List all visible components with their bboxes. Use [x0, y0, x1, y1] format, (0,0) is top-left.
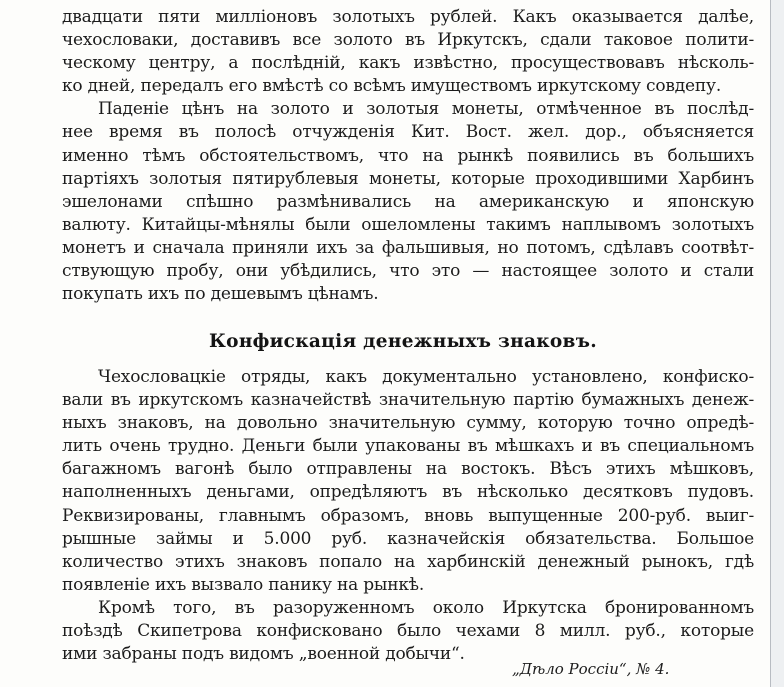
- scroll-gutter: [771, 0, 784, 687]
- text-line: рышные займы и 5.000 руб. казначейскія обязательства. Большое: [62, 528, 754, 549]
- text-line: эшелонами спѣшно размѣнивались на американскую и японскую: [62, 191, 754, 212]
- text-line: багажномъ вагонѣ было отправлены на востокъ. Вѣсъ этихъ мѣшковъ,: [62, 459, 754, 480]
- text-line: валюту. Китайцы-мѣнялы были ошеломлены такимъ наплывомъ золотыхъ: [62, 214, 754, 235]
- text-line: Кромѣ того, въ разоруженномъ около Иркутска бронированномъ: [98, 597, 754, 618]
- section-heading: Конфискація денежныхъ знаковъ.: [209, 331, 597, 352]
- text-line: монетъ и сначала приняли ихъ за фальшивыя, но потомъ, сдѣлавъ соотвѣт-: [62, 237, 754, 258]
- text-line: наполненныхъ деньгами, опредѣляютъ въ нѣсколько десятковъ пудовъ.: [62, 482, 754, 503]
- text-block-bottom: [62, 366, 754, 666]
- paragraph: [62, 366, 754, 597]
- text-line: покупать ихъ по дешевымъ цѣнамъ.: [62, 284, 379, 305]
- paragraph: [62, 597, 754, 666]
- text-line: двадцати пяти милліоновъ золотыхъ рублей. Какъ оказывается далѣе,: [62, 7, 754, 27]
- text-line: партіяхъ золотыя пятирублевыя монеты, которые проходившими Харбинъ: [62, 168, 754, 189]
- text-line: ствующую пробу, они убѣдились, что это — настоящее золото и стали: [62, 261, 754, 282]
- text-line: вали въ иркутскомъ казначействѣ значительную партію бумажныхъ денеж-: [62, 390, 754, 411]
- paragraph: [62, 6, 754, 98]
- text-line: нее время въ полосѣ отчужденія Кит. Вост. жел. дор., объясняется: [62, 122, 754, 143]
- text-line: появленіе ихъ вызвало панику на рынкѣ.: [62, 574, 425, 595]
- text-line: ческому центру, а послѣдній, какъ извѣстно, просуществовавъ нѣсколь-: [62, 53, 754, 74]
- text-line: ныхъ знаковъ, на довольно значительную сумму, которую точно опредѣ-: [62, 413, 754, 434]
- paragraph: [62, 98, 754, 306]
- text-line: ко дней, передалъ его вмѣстѣ со всѣмъ имуществомъ иркутскому совдепу.: [62, 76, 722, 97]
- text-line: Чехословацкіе отряды, какъ документально установлено, конфиско-: [98, 367, 754, 387]
- text-line: лить очень трудно. Деньги были упакованы въ мѣшкахъ и въ специальномъ: [62, 436, 754, 457]
- text-line: ими забраны подъ видомъ „военной добычи“.: [62, 644, 465, 665]
- text-line: количество этихъ знаковъ попало на харбинскій денежный рынокъ, гдѣ: [62, 551, 754, 572]
- text-line: именно тѣмъ обстоятельствомъ, что на рынкѣ появились въ большихъ: [62, 145, 754, 166]
- text-block-top: [62, 6, 754, 306]
- text-line: Реквизированы, главнымъ образомъ, вновь выпущенные 200-руб. выиг-: [62, 505, 754, 526]
- text-line: Паденіе цѣнъ на золото и золотыя монеты, отмѣченное въ послѣд-: [98, 99, 754, 120]
- text-line: поѣздѣ Скипетрова конфисковано было чехами 8 милл. руб., которые: [62, 621, 754, 642]
- source-citation: „Дѣло Россіи“, № 4.: [512, 660, 670, 678]
- text-line: чехословаки, доставивъ все золото въ Иркутскъ, сдали таковое полити-: [62, 30, 754, 51]
